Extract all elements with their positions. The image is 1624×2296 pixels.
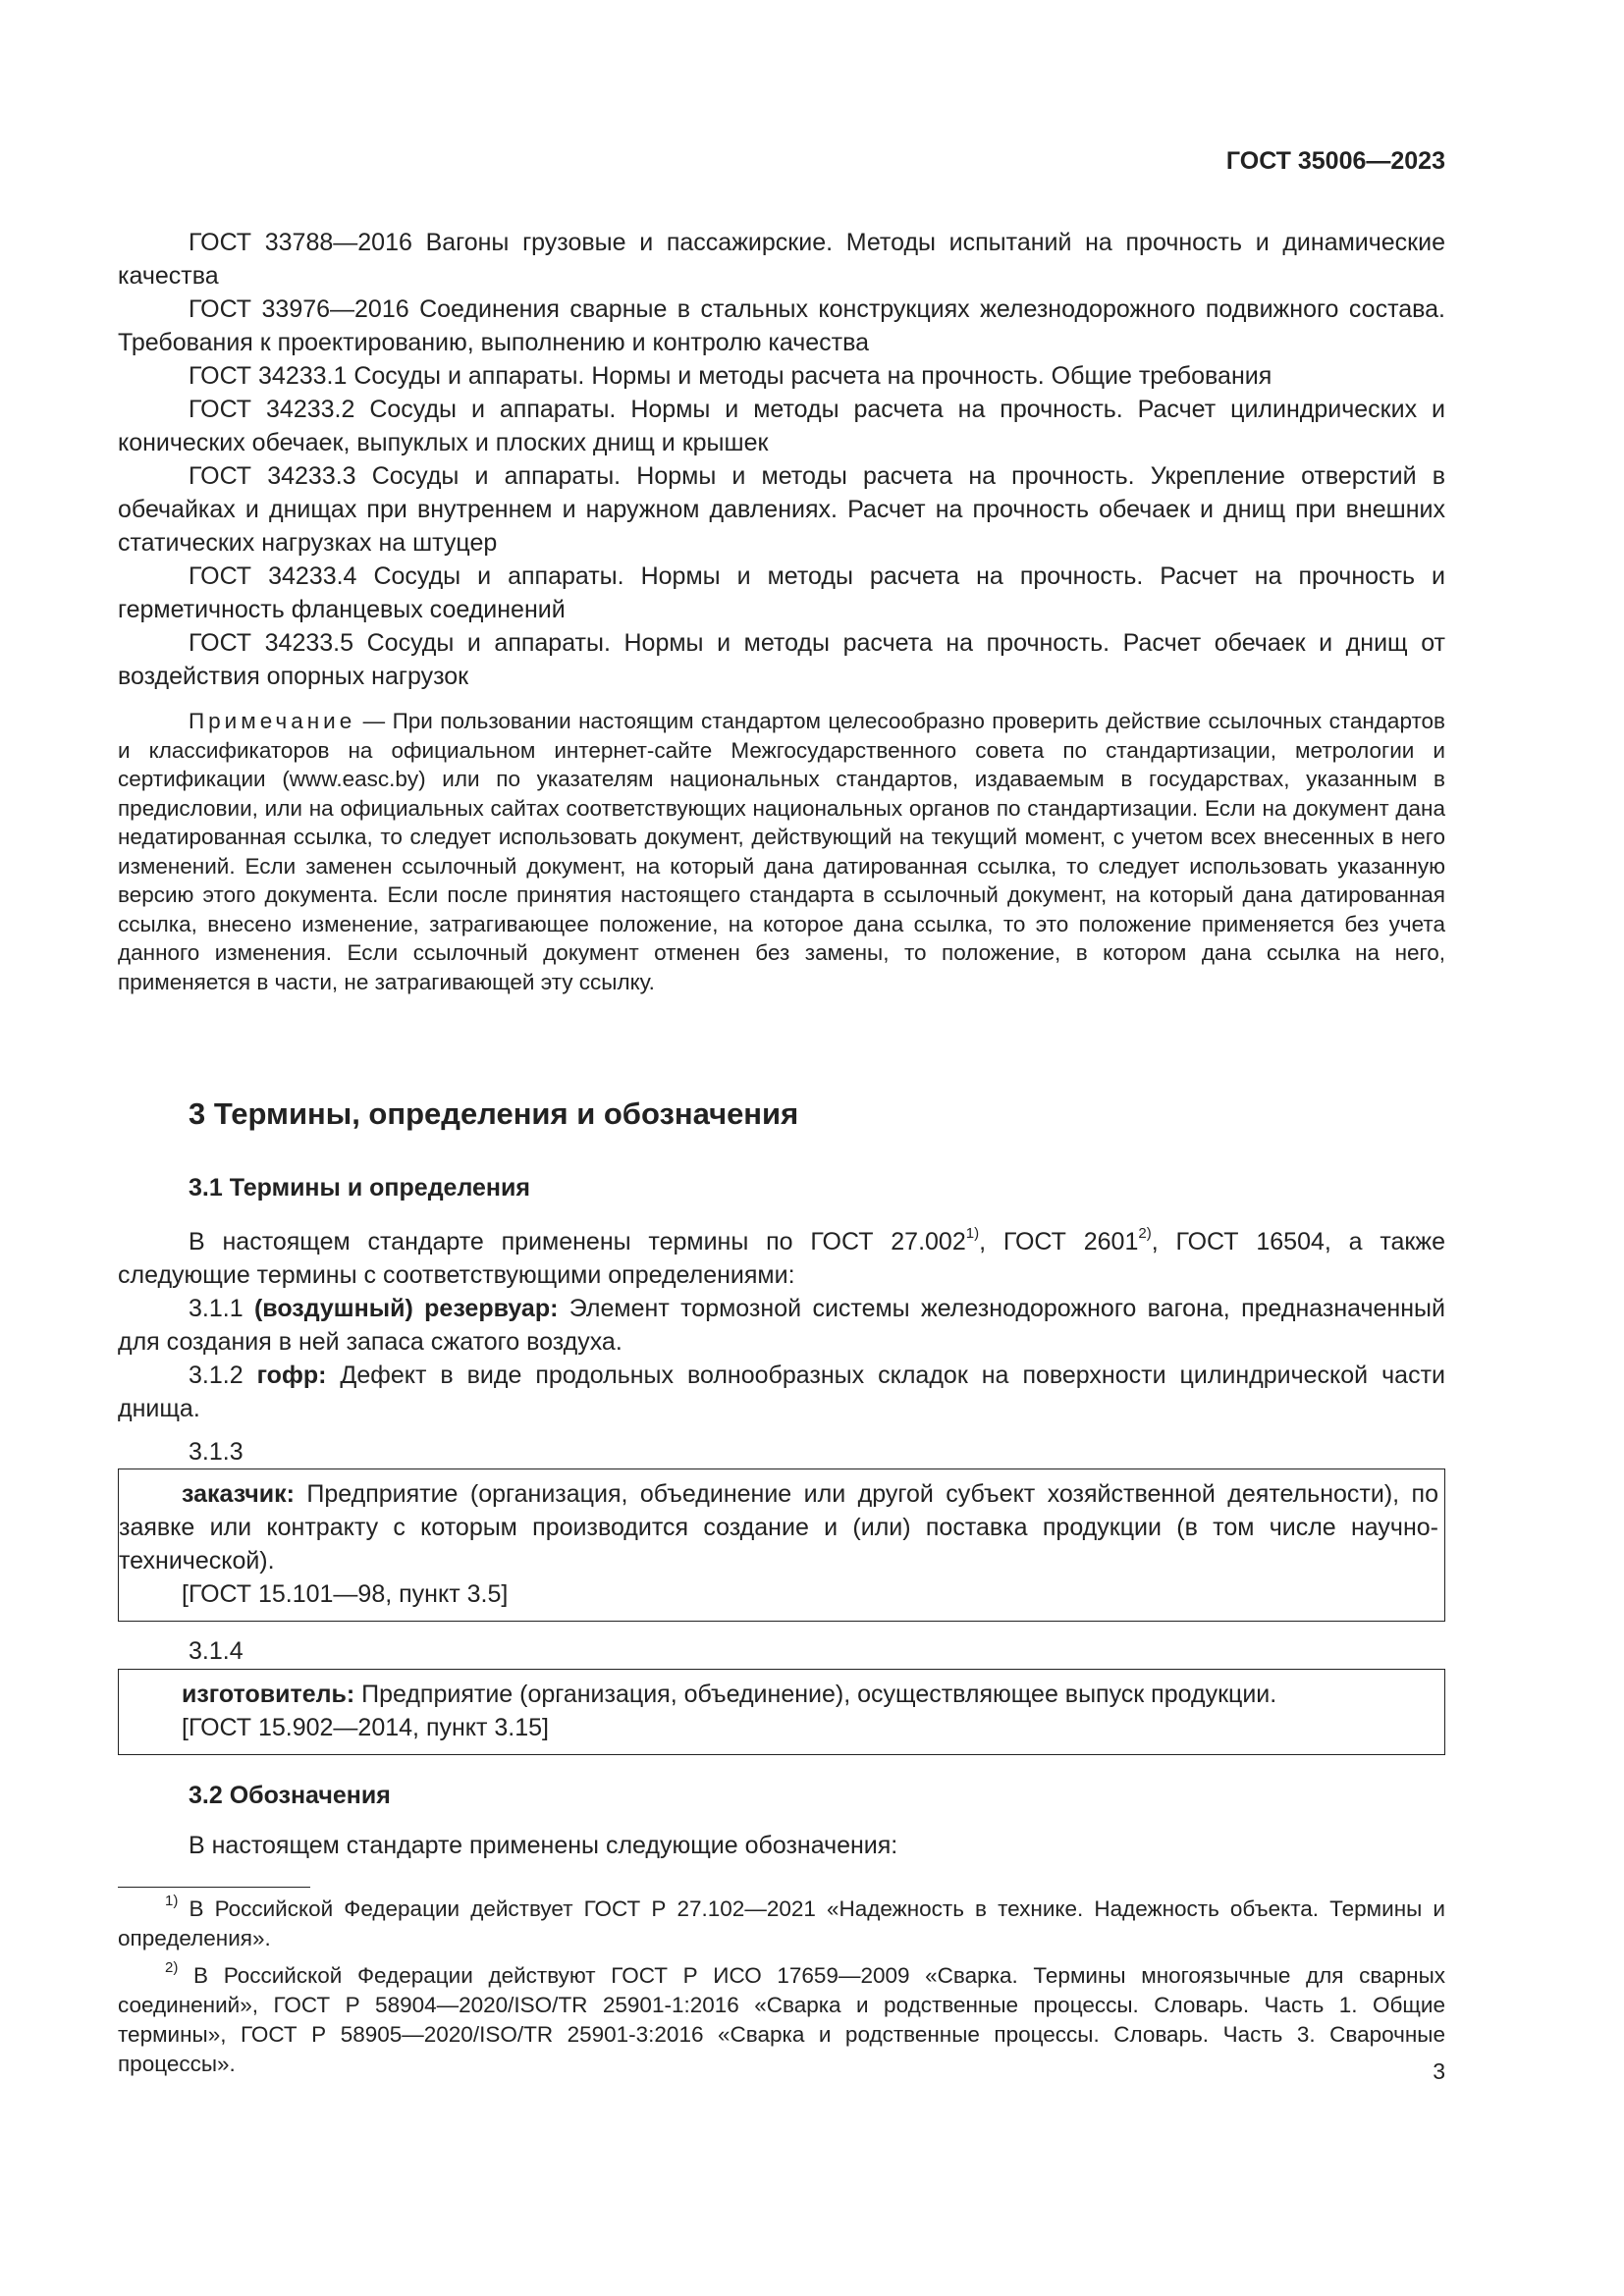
term-source: [ГОСТ 15.101—98, пункт 3.5]: [182, 1580, 509, 1608]
section-title: 3 Термины, определения и обозначения: [189, 1096, 799, 1131]
term-definition: 3.1.2 гофр: Дефект в виде продольных волнообразных складок на поверхности цилиндрической части днища.: [118, 1362, 1445, 1422]
term-number: 3.1.4: [189, 1637, 244, 1665]
term-name: гофр:: [256, 1362, 327, 1389]
reference-item: ГОСТ 34233.3 Сосуды и аппараты. Нормы и методы расчета на прочность. Укрепление отверстий в обечайках и днищах при внутреннем и наружном давлениях. Расчет на прочность обечаек и днищ при внешних статических нагрузках на штуцер: [118, 462, 1445, 557]
note-text: — При пользовании настоящим стандартом целесообразно проверить действие ссылочных стандартов и классификаторов на официальном интернет-сайте Межгосударственного совета по стандартизации, метрологии и сертификации (www.easc.by) или по указателям национальных стандартов, издаваемым в государствах, указанным в предисловии, или на официальных сайтах соответствующих национальных органов по стандартизации. Если на документ дана недатированная ссылка, то следует использовать документ, действующий на текущий момент, с учетом всех внесенных в него изменений. Если заменен ссылочный документ, на который дана датированная ссылка, то следует использовать указанную версию этого документа. Если после принятия настоящего стандарта в ссылочный документ, на который дана датированная ссылка, внесено изменение, затрагивающее положение, на которое дана ссылка, то это положение применяется без учета данного изменения. Если ссылочный документ отменен без замены, то положение, в котором дана ссылка на него, применяется в части, не затрагивающей эту ссылку.: [118, 709, 1445, 994]
page-number: 3: [1433, 2058, 1445, 2084]
subsection-title: 3.2 Обозначения: [189, 1782, 391, 1809]
document-header: ГОСТ 35006—2023: [1225, 147, 1445, 175]
terms-block: [118, 1225, 1445, 1425]
subsection-title: 3.1 Термины и определения: [189, 1174, 530, 1201]
footnote-item: $^{1)}$ В Российской Федерации действует ГОСТ Р 27.102—2021 «Надежность в технике. Надежность объекта. Термины и определения».: [118, 1892, 1445, 1950]
term-name: изготовитель:: [182, 1681, 355, 1708]
paragraph: В настоящем стандарте применены следующие обозначения:: [189, 1832, 898, 1859]
reference-item: ГОСТ 34233.2 Сосуды и аппараты. Нормы и методы расчета на прочность. Расчет цилиндрических и конических обечаек, выпуклых и плоских днищ и крышек: [118, 396, 1445, 456]
note-block: [118, 707, 1445, 996]
term-name: (воздушный) резервуар:: [253, 1295, 559, 1322]
reference-item: ГОСТ 34233.4 Сосуды и аппараты. Нормы и методы расчета на прочность. Расчет на прочность и герметичность фланцевых соединений: [118, 562, 1445, 623]
reference-item: ГОСТ 33788—2016 Вагоны грузовые и пассажирские. Методы испытаний на прочность и динамические качества: [118, 229, 1445, 290]
term-definition: 3.1.1 (воздушный) резервуар: Элемент тормозной системы железнодорожного вагона, предназначенный для создания в ней запаса сжатого воздуха.: [118, 1295, 1445, 1356]
reference-item: ГОСТ 34233.5 Сосуды и аппараты. Нормы и методы расчета на прочность. Расчет обечаек и днищ от воздействия опорных нагрузок: [118, 629, 1445, 690]
term-box: изготовитель: Предприятие (организация, объединение), осуществляющее выпуск продукции. [ГОСТ 15.902—2014, пункт 3.15]: [118, 1669, 1445, 1755]
footnote-divider: [118, 1887, 310, 1888]
footnotes: [118, 1892, 1445, 2087]
note-label: Примечание: [189, 709, 356, 733]
footnote-ref[interactable]: 1): [965, 1224, 980, 1242]
footnote-ref[interactable]: 2): [1138, 1224, 1152, 1242]
reference-item: ГОСТ 33976—2016 Соединения сварные в стальных конструкциях железнодорожного подвижного состава. Требования к проектированию, выполнению и контролю качества: [118, 295, 1445, 356]
reference-item: ГОСТ 34233.1 Сосуды и аппараты. Нормы и методы расчета на прочность. Общие требования: [189, 362, 1272, 390]
terms-intro: В настоящем стандарте применены термины по ГОСТ 27.002$^{1)}$, ГОСТ 2601$^{2)}$, ГОСТ 16504, а также следующие термины с соответствующими определениями:: [118, 1224, 1445, 1289]
term-source: [ГОСТ 15.902—2014, пункт 3.15]: [182, 1714, 549, 1741]
term-name: заказчик:: [182, 1480, 295, 1508]
term-box: заказчик: Предприятие (организация, объединение или другой субъект хозяйственной деятельности), по заявке или контракту с которым производится создание и (или) поставка продукции (в том числе научно-технической). [ГОСТ 15.101—98, пункт 3.5]: [118, 1468, 1445, 1622]
term-number: 3.1.3: [189, 1438, 244, 1466]
normative-references: [118, 226, 1445, 693]
footnote-item: $^{2)}$ В Российской Федерации действуют ГОСТ Р ИСО 17659—2009 «Сварка. Термины многоязычные для сварных соединений», ГОСТ Р 58904—2020/ISO/TR 25901-1:2016 «Сварка и родственные процессы. Словарь. Часть 1. Общие термины», ГОСТ Р 58905—2020/ISO/TR 25901-3:2016 «Сварка и родственные процессы. Словарь. Часть 3. Сварочные процессы».: [118, 1958, 1445, 2076]
